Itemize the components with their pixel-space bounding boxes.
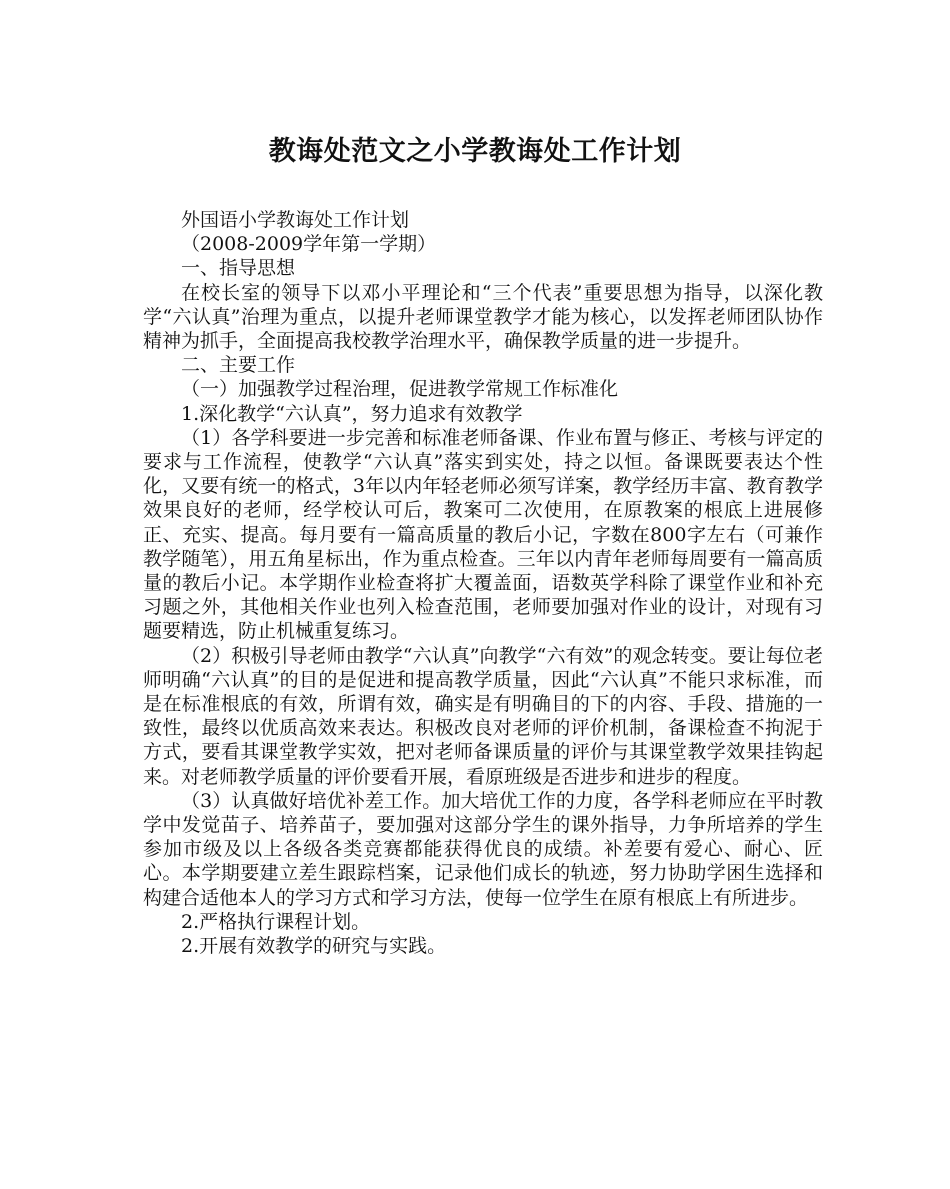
paragraph-plan-name: 外国语小学教诲处工作计划 bbox=[181, 209, 410, 231]
heading-main-work: 二、主要工作 bbox=[181, 354, 296, 377]
document-body bbox=[143, 208, 823, 958]
paragraph-item-2: （2）积极引导老师由教学“六认真”向教学“六有效”的观念转变。要让每位老师明确“六认真”的目的是促进和提高教学质量，因此“六认真”不能只求标准，而是在标准根底的有效，所谓有效，确实是有明确目的下的内容、手段、措施的一致性，最终以优质高效来表达。积极改良对老师的评价机制，备课检查不拘泥于方式，要看其课堂教学实效，把对老师备课质量的评价与其课堂教学效果挂钩起来。对老师教学质量的评价要看开展，看原班级是否进步和进步的程度。 bbox=[143, 644, 823, 788]
paragraph-item-1: （1）各学科要进一步完善和标准老师备课、作业布置与修正、考核与评定的要求与工作流程，使教学“六认真”落实到实处，持之以恒。备课既要表达个性化，又要有统一的格式，3年以内年轻老师必须写详案，教学经历丰富、教育教学效果良好的老师，经学校认可后，教案可二次使用，在原教案的根底上进展修正、充实、提高。每月要有一篇高质量的教后小记，字数在800字左右（可兼作教学随笔），用五角星标出，作为重点检查。三年以内青年老师每周要有一篇高质量的教后小记。本学期作业检查将扩大覆盖面，语数英学科除了课堂作业和补充习题之外，其他相关作业也列入检查范围，老师要加强对作业的设计，对现有习题要精选，防止机械重复练习。 bbox=[143, 426, 823, 643]
subheading-six-serious: 1.深化教学“六认真”，努力追求有效教学 bbox=[181, 402, 523, 425]
document-title: 教诲处范文之小学教诲处工作计划 bbox=[268, 136, 682, 167]
paragraph-effective-teaching: 2.开展有效教学的研究与实践。 bbox=[181, 935, 447, 958]
paragraph-curriculum-plan: 2.严格执行课程计划。 bbox=[181, 910, 371, 933]
heading-guiding-ideology: 一、指导思想 bbox=[181, 257, 296, 280]
subheading-process-management: （一）加强教学过程治理，促进教学常规工作标准化 bbox=[181, 378, 619, 401]
paragraph-semester: （2008-2009学年第一学期） bbox=[181, 233, 437, 256]
paragraph-item-3: （3）认真做好培优补差工作。加大培优工作的力度，各学科老师应在平时教学中发觉苗子、培养苗子，要加强对这部分学生的课外指导，力争所培养的学生参加市级及以上各级各类竞赛都能获得优良的成绩。补差要有爱心、耐心、匠心。本学期要建立差生跟踪档案，记录他们成长的轨迹，努力协助学困生选择和构建合适他本人的学习方式和学习方法，使每一位学生在原有根底上有所进步。 bbox=[143, 789, 823, 909]
paragraph-guiding-ideology: 在校长室的领导下以邓小平理论和“三个代表”重要思想为指导，以深化教学“六认真”治理为重点，以提升老师课堂教学才能为核心，以发挥老师团队协作精神为抓手，全面提高我校教学治理水平，确保教学质量的进一步提升。 bbox=[143, 281, 823, 353]
